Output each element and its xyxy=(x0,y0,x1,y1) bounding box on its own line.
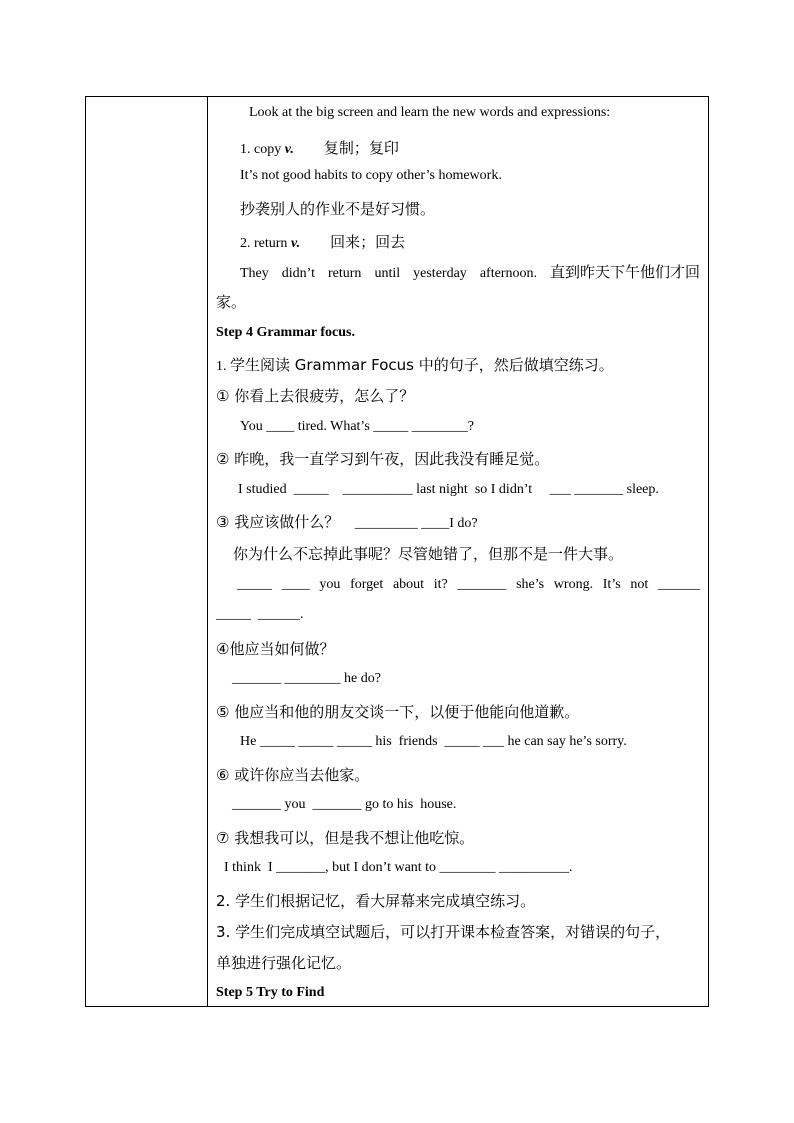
step5-heading: Step 5 Try to Find xyxy=(216,985,325,1000)
step4-heading: Step 4 Grammar focus. xyxy=(216,325,355,340)
question-2-cn: ② 昨晚，我一直学习到午夜，因此我没有睡足觉。 xyxy=(216,450,550,468)
word: it? xyxy=(433,577,448,592)
example-sentence-2-cn: 直到昨天下午他们才回 xyxy=(549,263,700,281)
example-sentence-2 xyxy=(240,261,700,282)
item-number: 1. xyxy=(216,359,227,374)
question-2-en: I studied _____ __________ last night so I didn’t ___ _______ sleep. xyxy=(238,482,659,497)
vocab-meaning: 回来；回去 xyxy=(330,233,406,251)
example-sentence-2-cn-cont: 家。 xyxy=(216,293,247,311)
question-1-cn: ① 你看上去很疲劳，怎么了？ xyxy=(216,387,415,405)
vocab-word: 1. copy xyxy=(240,142,285,157)
word: not xyxy=(630,577,649,592)
question-7-cn: ⑦ 我想我可以，但是我不想让他吃惊。 xyxy=(216,829,475,847)
word: ______ xyxy=(657,577,700,592)
vocab-item-return xyxy=(240,231,704,252)
word: yesterday xyxy=(413,266,467,281)
question-6-en: _______ you _______ go to his house. xyxy=(232,797,457,812)
vocab-word: 2. return xyxy=(240,236,291,251)
word: _____ xyxy=(237,577,272,592)
step4-item-3: 3. 学生们完成填空试题后，可以打开课本检查答案，对错误的句子， xyxy=(216,923,671,941)
word: wrong. xyxy=(553,577,594,592)
question-5-cn: ⑤ 他应当和他的朋友交谈一下，以便于他能向他道歉。 xyxy=(216,703,580,721)
vocab-meaning: 复制；复印 xyxy=(323,139,399,157)
question-3 xyxy=(216,511,704,532)
lesson-content-cell xyxy=(209,97,708,1006)
word: They xyxy=(240,266,269,281)
word: return xyxy=(328,266,362,281)
question-3b-cn: 你为什么不忘掉此事呢？尽管她错了，但那不是一件大事。 xyxy=(233,545,624,563)
word: forget xyxy=(350,577,384,592)
step4-item-2: 2. 学生们根据记忆，看大屏幕来完成填空练习。 xyxy=(216,892,536,910)
word: about xyxy=(392,577,425,592)
example-sentence-cn: 抄袭别人的作业不是好习惯。 xyxy=(240,200,436,218)
word: didn’t xyxy=(281,266,315,281)
question-3-en: _________ ____I do? xyxy=(354,516,478,531)
question-4-cn: ④他应当如何做？ xyxy=(216,640,335,658)
item-text: 学生阅读 Grammar Focus 中的句子，然后做填空练习。 xyxy=(230,356,614,374)
question-6-cn: ⑥ 或许你应当去他家。 xyxy=(216,766,370,784)
lesson-table xyxy=(85,96,709,1007)
vocab-pos: v. xyxy=(284,142,294,157)
vocab-item-copy xyxy=(240,137,704,158)
question-3b-en-cont: _____ ______. xyxy=(216,607,304,622)
word: until xyxy=(374,266,401,281)
question-3-cn: ③ 我应该做什么？ xyxy=(216,513,340,531)
question-1-en: You ____ tired. What’s _____ ________? xyxy=(240,419,474,434)
word: afternoon. xyxy=(479,266,537,281)
vocab-pos: v. xyxy=(290,236,301,251)
step4-item-1 xyxy=(216,354,704,375)
column-divider xyxy=(207,97,208,1006)
word: ____ xyxy=(281,577,310,592)
example-sentence-en: It’s not good habits to copy other’s homework. xyxy=(240,168,502,183)
word: _______ xyxy=(457,577,507,592)
question-4-en: _______ ________ he do? xyxy=(232,671,381,686)
question-7-en: I think I _______, but I don’t want to ________ __________. xyxy=(224,860,573,875)
word: It’s xyxy=(602,577,621,592)
word: she’s xyxy=(516,577,545,592)
word: you xyxy=(319,577,341,592)
intro-text: Look at the big screen and learn the new words and expressions: xyxy=(249,105,611,120)
question-3b-en xyxy=(237,577,700,593)
step4-item-3-cont: 单独进行强化记忆。 xyxy=(216,954,352,972)
question-5-en: He _____ _____ _____ his friends _____ ___ he can say he’s sorry. xyxy=(240,734,627,749)
